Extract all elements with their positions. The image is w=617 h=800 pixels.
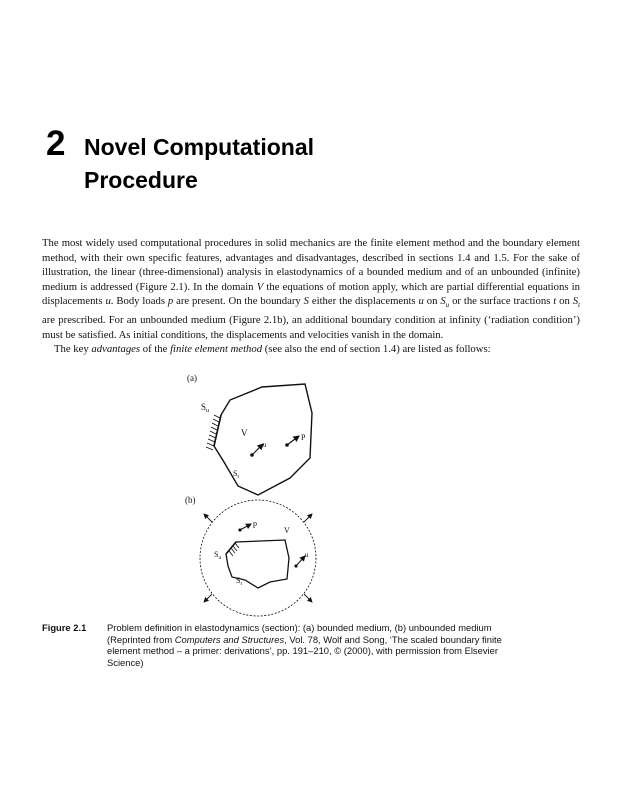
- label-st: $S_t$: [233, 469, 239, 480]
- body-text: [42, 236, 580, 357]
- chapter-title-line2: Procedure: [84, 167, 198, 193]
- displacement-arrow-u: [252, 444, 263, 455]
- paragraph-1: The most widely used computational procedures in solid mechanics are the finite element method and the boundary element method, with their own specific features, advantages and disadvantages, described in sections 1.4 and 1.5. For the sake of illustration, the linear (three-dimensional) analysis in elastodynamics of a bounded medium and of an unbounded (infinite) medium is addressed (Figure 2.1). In the domain V the equations of motion apply, which are partial differential equations in displacements u. Body loads p are present. On the boundary S either the displacements u on $S_u$ or the surface tractions t on $S_t$ are prescribed. For an unbounded medium (Figure 2.1b), an additional boundary condition at infinity (‘radiation condition’) must be satisfied. As initial conditions, the displacements and velocities vanish in the domain.: [42, 237, 581, 341]
- bounded-domain-outline: [214, 384, 312, 495]
- b-load-arrow-p: [240, 524, 251, 530]
- point-p: [285, 443, 289, 447]
- panel-a-label: (a): [187, 373, 197, 383]
- b-label-su: $S_u$: [214, 550, 222, 561]
- b-label-p: p: [253, 519, 257, 528]
- b-label-st: $S_t$: [236, 576, 242, 587]
- caption-label: Figure 2.1: [42, 622, 87, 633]
- label-su: $S_u$: [201, 402, 210, 414]
- infinity-boundary: [200, 500, 316, 616]
- b-point-u: [294, 564, 297, 567]
- b-point-p: [238, 528, 241, 531]
- label-u: u: [263, 441, 267, 449]
- label-v: V: [241, 428, 248, 438]
- b-fixed-support-hatch: [226, 542, 239, 556]
- chapter-number: 2: [46, 124, 66, 163]
- chapter-title-line1: Novel Computational: [84, 134, 315, 160]
- chapter-title: [84, 131, 484, 197]
- b-displacement-arrow-u: [296, 556, 305, 566]
- label-p: P: [301, 433, 306, 442]
- b-label-v: V: [284, 526, 290, 535]
- caption-text: Problem definition in elastodynamics (section): (a) bounded medium, (b) unbounded medium (Reprinted from Computers and Structures, Vol. 78, Wolf and Song, ‘The scaled boundary finite element method – a primer: derivations’, pp. 191–210, © (2000), with permission from Elsevier Science): [107, 622, 502, 668]
- paragraph-2: The key advantages of the finite element method (see also the end of section 1.4) are listed as follows:: [54, 343, 491, 356]
- load-arrow-p: [287, 436, 299, 445]
- fixed-support-hatch: [206, 415, 221, 450]
- unbounded-domain-inner-boundary: [226, 540, 289, 588]
- radiation-arrows: [204, 514, 312, 602]
- point-u: [250, 453, 254, 457]
- b-label-u: u: [305, 551, 309, 559]
- panel-a: [187, 373, 312, 495]
- panel-b-label: (b): [185, 495, 196, 505]
- panel-b: [185, 495, 316, 616]
